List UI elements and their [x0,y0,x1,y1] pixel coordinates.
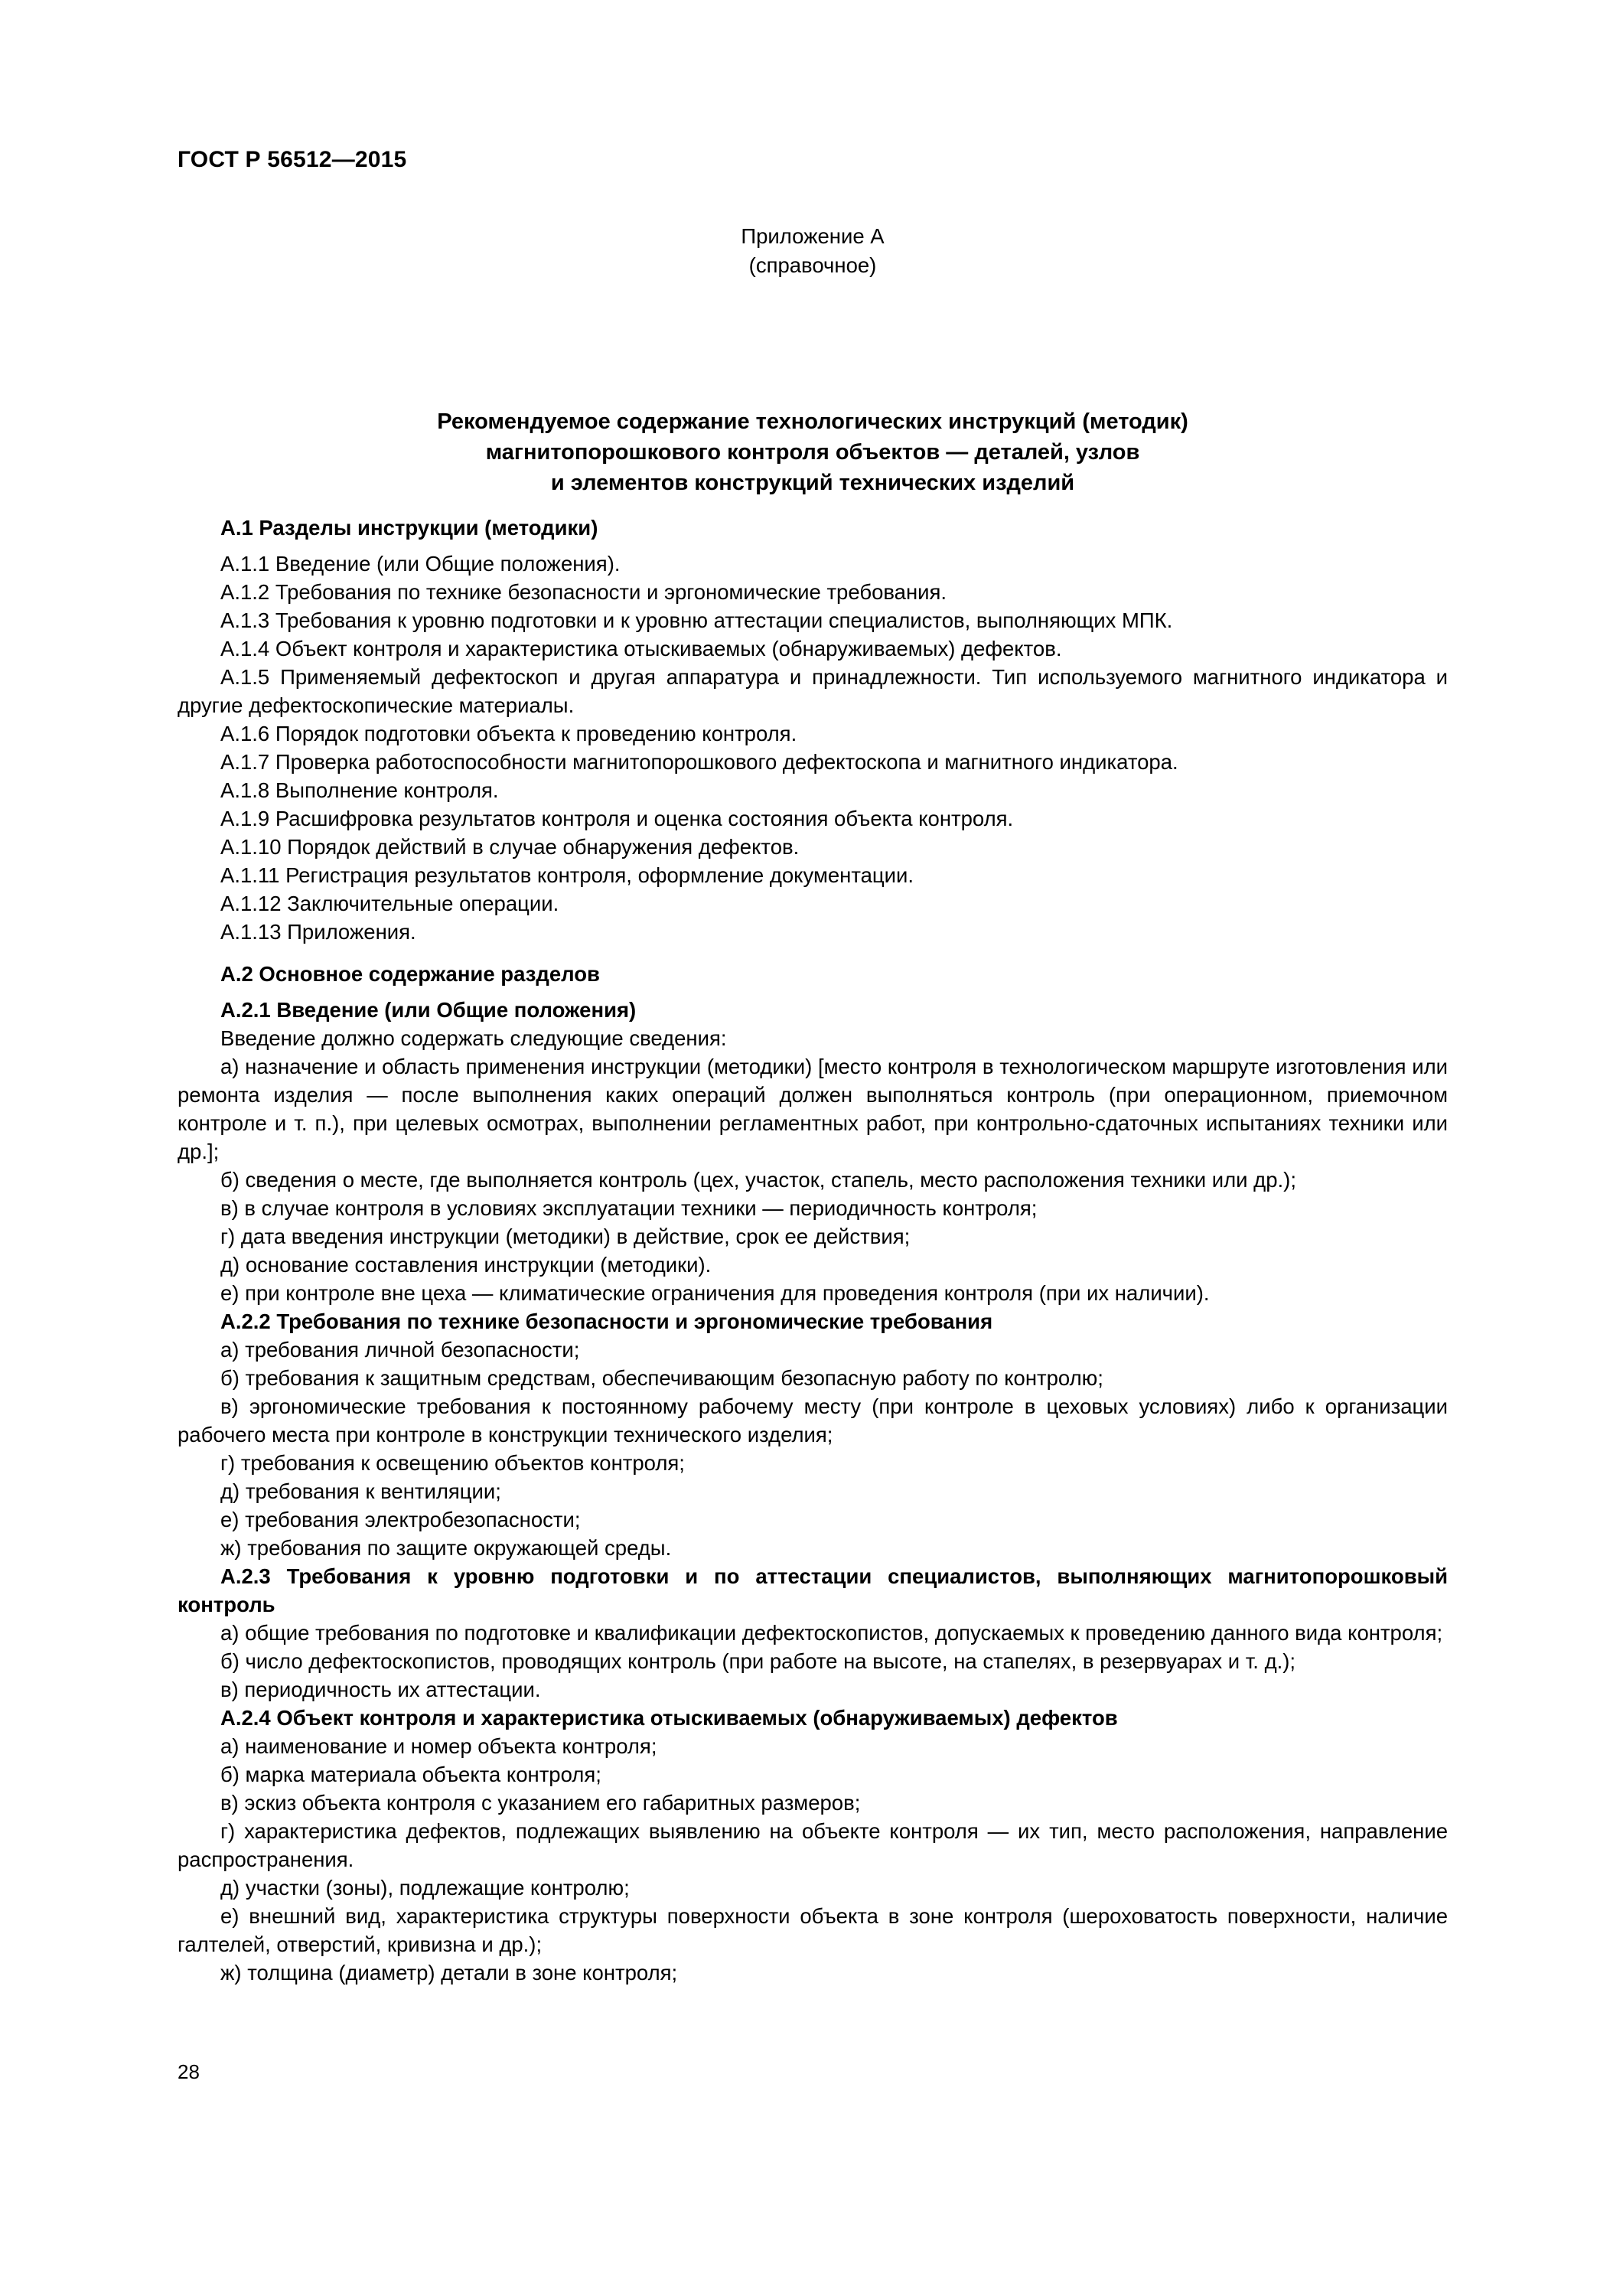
list-item: д) требования к вентиляции; [220,1479,501,1503]
page-content [178,222,1448,1987]
list-item: б) число дефектоскопистов, проводящих контроль (при работе на высоте, на стапелях, в резервуарах и т. д.); [220,1649,1296,1673]
spacer [178,498,1448,514]
spacer [178,988,1448,996]
list-item: А.1.11 Регистрация результатов контроля, оформление документации. [220,863,914,887]
section-intro-a21: Введение должно содержать следующие сведения: [220,1026,727,1050]
appendix-label: Приложение А [741,224,885,248]
list-item: в) периодичность их аттестации. [220,1678,541,1701]
section-heading-a22: А.2.2 Требования по технике безопасности и эргономические требования [220,1309,993,1333]
list-item: б) требования к защитным средствам, обеспечивающим безопасную работу по контролю; [220,1366,1103,1390]
list-item: а) требования личной безопасности; [220,1338,580,1362]
list-item: е) при контроле вне цеха — климатические ограничения для проведения контроля (при их наличии). [220,1281,1210,1305]
list-item: в) в случае контроля в условиях эксплуатации техники — периодичность контроля; [220,1196,1038,1220]
list-item: г) характеристика дефектов, подлежащих выявлению на объекте контроля — их тип, место расположения, направление распространения. [178,1819,1448,1871]
list-item: в) эргономические требования к постоянному рабочему месту (при контроле в цеховых условиях) либо к организации рабочего места при контроле в конструкции технического изделия; [178,1394,1448,1446]
list-item: а) наименование и номер объекта контроля; [220,1734,657,1758]
list-item: д) основание составления инструкции (методики). [220,1253,712,1277]
section-heading-a23: А.2.3 Требования к уровню подготовки и по аттестации специалистов, выполняющих магнитопорошковый контроль [178,1564,1448,1616]
list-item: А.1.2 Требования по технике безопасности и эргономические требования. [220,580,947,604]
list-item: ж) требования по защите окружающей среды. [220,1536,672,1560]
list-item: А.1.12 Заключительные операции. [220,892,559,915]
list-item: а) общие требования по подготовке и квалификации дефектоскопистов, допускаемых к проведению данного вида контроля; [220,1621,1443,1645]
appendix-title-line-2: магнитопорошкового контроля объектов — деталей, узлов [485,440,1140,465]
appendix-title-line-1: Рекомендуемое содержание технологических инструкций (методик) [437,409,1188,434]
list-item: А.1.10 Порядок действий в случае обнаружения дефектов. [220,835,800,859]
list-item: в) эскиз объекта контроля с указанием его габаритных размеров; [220,1791,861,1815]
page-number: 28 [178,2060,200,2083]
list-item: г) требования к освещению объектов контроля; [220,1451,685,1475]
appendix-title-line-3: и элементов конструкций технических изделий [550,471,1075,495]
section-heading-a24: А.2.4 Объект контроля и характеристика отыскиваемых (обнаруживаемых) дефектов [220,1706,1118,1730]
list-item: ж) толщина (диаметр) детали в зоне контроля; [220,1961,678,1985]
running-head: ГОСТ Р 56512—2015 [178,147,407,172]
list-item: А.1.4 Объект контроля и характеристика отыскиваемых (обнаруживаемых) дефектов. [220,637,1062,660]
appendix-header [178,222,1448,280]
list-item: А.1.8 Выполнение контроля. [220,778,499,802]
section-heading-a2: А.2 Основное содержание разделов [220,962,600,986]
spacer [178,542,1448,550]
list-item: г) дата введения инструкции (методики) в действие, срок ее действия; [220,1225,911,1248]
list-item: А.1.7 Проверка работоспособности магнитопорошкового дефектоскопа и магнитного индикатора. [220,750,1178,774]
section-heading-a1: А.1 Разделы инструкции (методики) [220,516,598,540]
list-item: а) назначение и область применения инструкции (методики) [место контроля в технологическом маршруте изготовления или ремонта изделия — после выполнения каких операций должен выполняться контроль (при операционном, приемочном контроле и т. п.), при целевых осмотрах, выполнении регламентных работ, при контрольно-сдаточных испытаниях техники или др.]; [178,1055,1448,1163]
list-item: б) сведения о месте, где выполняется контроль (цех, участок, стапель, место расположения техники или др.); [220,1168,1296,1192]
list-item: е) внешний вид, характеристика структуры поверхности объекта в зоне контроля (шероховатость поверхности, наличие галтелей, отверстий, кривизна и др.); [178,1904,1448,1956]
list-item: А.1.13 Приложения. [220,920,416,944]
list-item: е) требования электробезопасности; [220,1508,581,1531]
appendix-status: (справочное) [748,253,877,277]
list-item: д) участки (зоны), подлежащие контролю; [220,1876,630,1900]
list-item: А.1.6 Порядок подготовки объекта к проведению контроля. [220,722,797,745]
appendix-title [178,280,1448,498]
list-item: А.1.9 Расшифровка результатов контроля и оценка состояния объекта контроля. [220,807,1014,830]
list-item: А.1.3 Требования к уровню подготовки и к уровню аттестации специалистов, выполняющих МПК. [220,608,1173,632]
section-heading-a21: А.2.1 Введение (или Общие положения) [220,998,637,1022]
list-item: А.1.1 Введение (или Общие положения). [220,552,621,576]
list-item-a15: А.1.5 Применяемый дефектоскоп и другая аппаратура и принадлежности. Тип используемого магнитного индикатора и другие дефектоскопические материалы. [178,665,1448,717]
list-item: б) марка материала объекта контроля; [220,1763,601,1786]
